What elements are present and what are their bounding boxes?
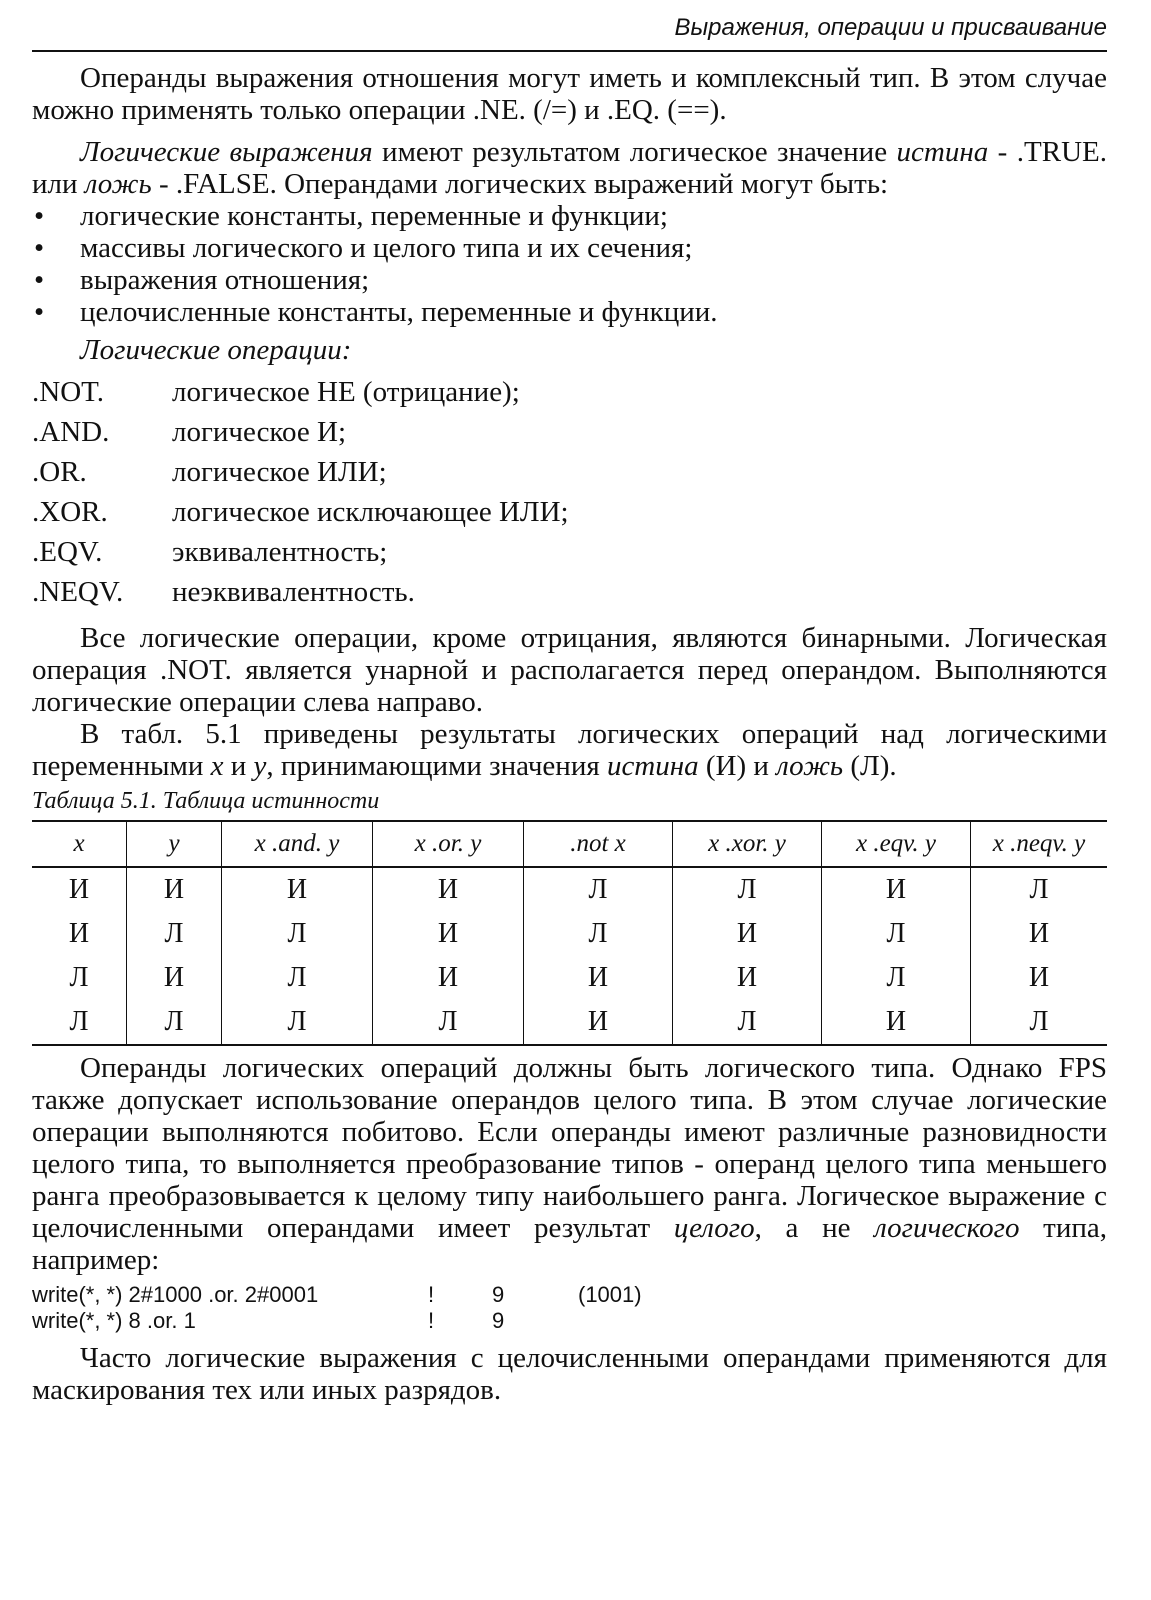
table-cell: И <box>373 912 524 956</box>
truth-table <box>32 820 1107 1046</box>
table-cell: Л <box>127 1000 222 1045</box>
operation-desc: логическое И; <box>172 416 347 448</box>
code-statement: write(*, *) 2#1000 .or. 2#0001 <box>32 1282 319 1307</box>
table-cell: И <box>524 1000 673 1045</box>
code-line <box>32 1282 1107 1308</box>
table-cell: И <box>822 1000 971 1045</box>
table-cell: Л <box>127 912 222 956</box>
table-cell: И <box>127 867 222 912</box>
operation-row <box>32 492 1107 532</box>
operations-list <box>32 372 1107 612</box>
table-cell: И <box>373 956 524 1000</box>
column-header: x .neqv. y <box>971 821 1108 867</box>
operation-row <box>32 572 1107 612</box>
operation-desc: логическое исключающее ИЛИ; <box>172 496 569 528</box>
code-result: 9 <box>492 1282 505 1307</box>
table-cell: И <box>524 956 673 1000</box>
operation-code: .NOT. <box>32 376 104 408</box>
column-header: x .and. y <box>222 821 373 867</box>
table-cell: Л <box>971 867 1108 912</box>
operand-list <box>32 200 1107 328</box>
table-cell: Л <box>673 1000 822 1045</box>
column-header: y <box>127 821 222 867</box>
operation-row <box>32 532 1107 572</box>
table-cell: Л <box>222 1000 373 1045</box>
code-result: 9 <box>492 1308 505 1333</box>
list-item: • целочисленные константы, переменные и функции. <box>32 296 1107 328</box>
table-cell: И <box>222 867 373 912</box>
table-row <box>32 956 1107 1000</box>
operation-code: .XOR. <box>32 496 108 528</box>
operations-heading: Логические операции: <box>80 334 352 366</box>
code-example <box>32 1282 1107 1334</box>
table-cell: Л <box>524 912 673 956</box>
table-cell: Л <box>822 956 971 1000</box>
operation-code: .OR. <box>32 456 87 488</box>
paragraph-complex-operands: Операнды выражения отношения могут иметь и комплексный тип. В этом случае можно применять только операции .NE. (/=) и .EQ. (==). <box>32 62 1107 126</box>
column-header: x .xor. y <box>673 821 822 867</box>
table-cell: И <box>68 874 90 905</box>
table-cell: И <box>673 956 822 1000</box>
code-statement: write(*, *) 8 .or. 1 <box>32 1308 196 1333</box>
table-cell: Л <box>32 1000 127 1045</box>
list-item: • массивы логического и целого типа и их сечения; <box>32 232 1107 264</box>
operation-row <box>32 412 1107 452</box>
operation-desc: неэквивалентность. <box>172 576 415 608</box>
operation-desc: эквивалентность; <box>172 536 388 568</box>
table-cell: Л <box>673 867 822 912</box>
table-cell: Л <box>971 1000 1108 1045</box>
column-header: .not x <box>524 821 673 867</box>
table-caption: Таблица 5.1. Таблица истинности <box>32 788 380 814</box>
table-row <box>32 867 1107 912</box>
table-cell: Л <box>524 867 673 912</box>
table-cell: И <box>373 867 524 912</box>
paragraph-table-intro: В табл. 5.1 приведены результаты логических операций над логическими переменными x и y, принимающими значения истина (И) и ложь (Л). <box>32 718 1107 782</box>
table-cell: И <box>971 912 1108 956</box>
table-row <box>32 1000 1107 1045</box>
operation-code: .EQV. <box>32 536 103 568</box>
code-line <box>32 1308 1107 1334</box>
operation-row <box>32 372 1107 412</box>
paragraph-integer-operands: Операнды логических операций должны быть логического типа. Однако FPS также допускает использование операндов целого типа. В этом случае логические операции выполняются побитово. Если операнды имеют различные разновидности целого типа, то выполняется преобразование типов - операнд целого типа меньшего ранга преобразовывается к целому типу наибольшего ранга. Логическое выражение с целочисленными операндами имеет результат целого, а не логического типа, например: <box>32 1052 1107 1276</box>
operation-desc: логическое ИЛИ; <box>172 456 387 488</box>
column-header: x .eqv. y <box>822 821 971 867</box>
paragraph-logical-expressions: Логические выражения имеют результатом логическое значение истина - .TRUE. или ложь - .FALSE. Операндами логических выражений могут быть: <box>32 136 1107 200</box>
table-header-row <box>32 821 1107 867</box>
operation-desc: логическое НЕ (отрицание); <box>172 376 520 408</box>
running-head: Выражения, операции и присваивание <box>32 0 1107 52</box>
table-cell: Л <box>373 1000 524 1045</box>
book-page <box>32 0 1107 1406</box>
code-note: (1001) <box>578 1282 642 1307</box>
column-header: x <box>32 821 127 867</box>
code-comment-mark: ! <box>428 1308 435 1333</box>
code-comment-mark: ! <box>428 1282 435 1307</box>
list-item: • логические константы, переменные и функции; <box>32 200 1107 232</box>
table-cell: Л <box>822 912 971 956</box>
table-row <box>32 912 1107 956</box>
operation-row <box>32 452 1107 492</box>
paragraph-masking: Часто логические выражения с целочисленными операндами применяются для маскирования тех или иных разрядов. <box>32 1342 1107 1406</box>
table-cell: Л <box>222 956 373 1000</box>
paragraph-binary-unary: Все логические операции, кроме отрицания, являются бинарными. Логическая операция .NOT. является унарной и располагается перед операндом. Выполняются логические операции слева направо. <box>32 622 1107 718</box>
operation-code: .AND. <box>32 416 110 448</box>
column-header: x .or. y <box>373 821 524 867</box>
table-cell: И <box>127 956 222 1000</box>
list-item: • выражения отношения; <box>32 264 1107 296</box>
operation-code: .NEQV. <box>32 576 124 608</box>
table-cell: И <box>822 867 971 912</box>
table-cell: И <box>971 956 1108 1000</box>
table-cell: Л <box>69 962 89 993</box>
table-cell: И <box>68 918 90 949</box>
table-cell: И <box>673 912 822 956</box>
table-cell: Л <box>222 912 373 956</box>
